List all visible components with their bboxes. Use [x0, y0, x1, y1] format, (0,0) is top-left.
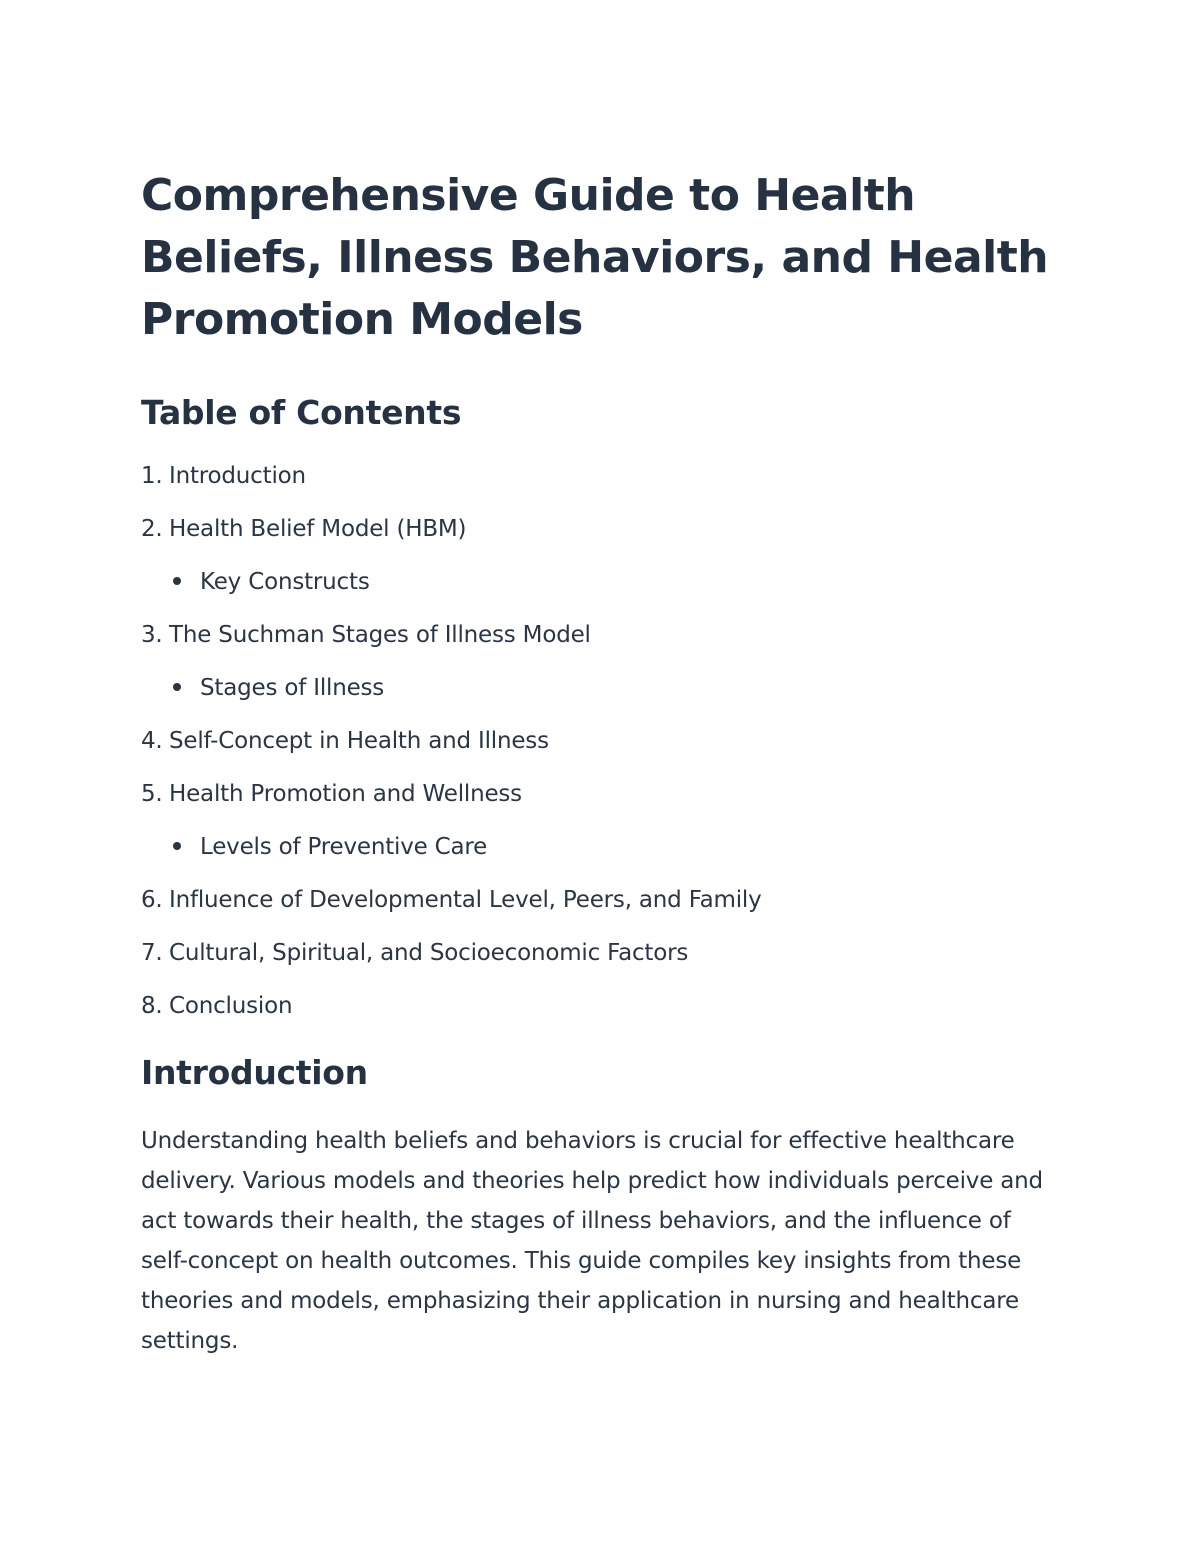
toc-item-cultural-factors[interactable] [141, 938, 1071, 968]
toc-item-label: The Suchman Stages of Illness Model [169, 622, 591, 648]
table-of-contents [141, 461, 1071, 1021]
toc-subitem-preventive-care[interactable] [141, 832, 1071, 862]
toc-item-number: 1. [141, 463, 163, 489]
document-page [141, 165, 1071, 1361]
toc-item-label: Conclusion [169, 993, 293, 1019]
toc-item-health-promotion[interactable] [141, 779, 1071, 809]
toc-item-label: Health Promotion and Wellness [169, 781, 522, 807]
introduction-heading: Introduction [141, 1053, 368, 1092]
toc-subitem-key-constructs[interactable] [141, 567, 1071, 597]
toc-item-conclusion[interactable] [141, 991, 1071, 1021]
toc-item-number: 7. [141, 940, 163, 966]
bullet-icon [173, 577, 181, 585]
toc-item-suchman-stages[interactable] [141, 620, 1071, 650]
toc-subitem-label: Stages of Illness [200, 675, 385, 701]
toc-subitem-stages-of-illness[interactable] [141, 673, 1071, 703]
toc-subitem-label: Key Constructs [200, 569, 370, 595]
toc-item-introduction[interactable] [141, 461, 1071, 491]
bullet-icon [173, 683, 181, 691]
toc-item-label: Introduction [169, 463, 306, 489]
toc-item-label: Self-Concept in Health and Illness [169, 728, 549, 754]
toc-item-health-belief-model[interactable] [141, 514, 1071, 544]
toc-item-number: 6. [141, 887, 163, 913]
document-title: Comprehensive Guide to Health Beliefs, Illness Behaviors, and Health Promotion Models [141, 170, 1049, 345]
toc-subitem-label: Levels of Preventive Care [200, 834, 488, 860]
toc-item-label: Influence of Developmental Level, Peers, and Family [169, 887, 762, 913]
toc-item-number: 3. [141, 622, 163, 648]
bullet-icon [173, 842, 181, 850]
toc-item-developmental-influence[interactable] [141, 885, 1071, 915]
toc-item-label: Health Belief Model (HBM) [169, 516, 467, 542]
toc-heading: Table of Contents [141, 393, 462, 432]
toc-item-self-concept[interactable] [141, 726, 1071, 756]
toc-item-label: Cultural, Spiritual, and Socioeconomic Factors [169, 940, 689, 966]
toc-item-number: 8. [141, 993, 163, 1019]
toc-item-number: 4. [141, 728, 163, 754]
introduction-paragraph: Understanding health beliefs and behaviors is crucial for effective healthcare delivery. Various models and theories help predict how individuals perceive and act towards their health, the stages of illness behaviors, and the influence of self-concept on health outcomes. This guide compiles key insights from these theories and models, emphasizing their application in nursing and healthcare settings. [141, 1128, 1043, 1354]
toc-item-number: 5. [141, 781, 163, 807]
toc-item-number: 2. [141, 516, 163, 542]
